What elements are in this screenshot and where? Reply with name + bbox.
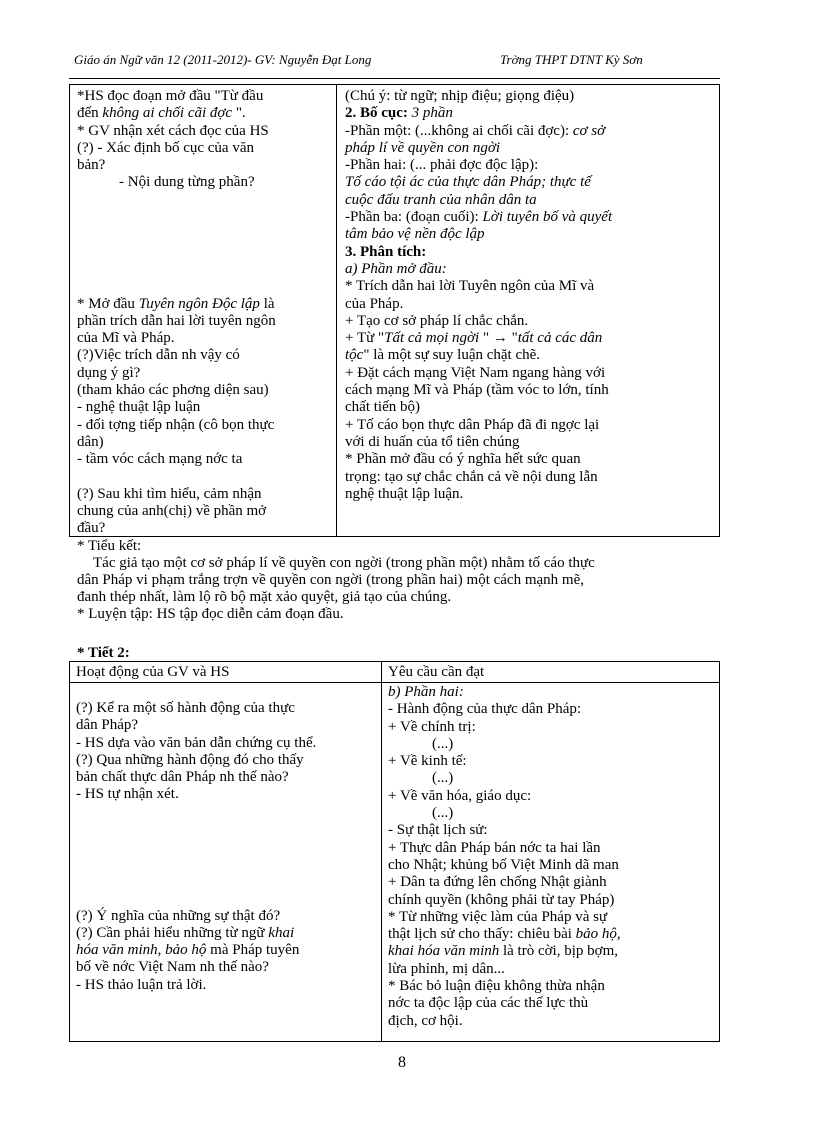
text-line: chính quyền (không phải từ tay Pháp) bbox=[388, 891, 615, 908]
text-line: dân Pháp? bbox=[76, 717, 139, 734]
subsection-heading: b) Phần hai: bbox=[388, 684, 464, 700]
text-line: * Từ những việc làm của Pháp và sự bbox=[388, 908, 608, 925]
text-line: nớc ta độc lập của các thế lực thù bbox=[388, 995, 589, 1012]
text-line: - HS tự nhận xét. bbox=[76, 786, 179, 803]
text-line: dân) bbox=[77, 433, 104, 450]
section-heading: 3. Phân tích: bbox=[345, 243, 427, 260]
column-divider bbox=[381, 662, 382, 1041]
text-line: - nghệ thuật lập luận bbox=[77, 399, 201, 416]
column-divider bbox=[336, 85, 337, 536]
table2-right-column bbox=[388, 684, 716, 1030]
text-line: * Bác bỏ luận điệu không thừa nhận bbox=[388, 978, 605, 995]
text-line: địch, cơ hội. bbox=[388, 1012, 463, 1029]
text-line: chất tiến bộ) bbox=[345, 399, 420, 416]
text-line: của Pháp. bbox=[345, 295, 404, 312]
section-heading: 2. Bố cục: 3 phần bbox=[345, 105, 453, 122]
table2-left-column bbox=[76, 700, 378, 994]
text-line: + Dân ta đứng lên chống Nhật giành bbox=[388, 874, 607, 891]
text-line: tâm bảo vệ nền độc lập bbox=[345, 226, 485, 243]
text-line: (?) Sau khi tìm hiểu, cảm nhận bbox=[77, 485, 262, 502]
text-line: *HS đọc đoạn mở đầu "Từ đầu bbox=[77, 88, 264, 104]
text-line: + Từ "Tất cả mọi ngời " → "tất cả các dân bbox=[345, 330, 603, 347]
text-line: + Về chính trị: bbox=[388, 718, 476, 735]
text-line: (Chú ý: từ ngữ; nhịp điệu; giọng điệu) bbox=[345, 88, 575, 104]
text-line: thật lịch sử cho thấy: chiêu bài bảo hộ, bbox=[388, 926, 621, 943]
text-line: pháp lí về quyền con ngời bbox=[345, 139, 501, 156]
text-line: đanh thép nhất, làm lộ rõ bộ mặt xảo quyệt, giả tạo của chúng. bbox=[77, 589, 452, 605]
text-line: bản chất thực dân Pháp nh thế nào? bbox=[76, 769, 289, 786]
text-line: + Tố cáo bọn thực dân Pháp đã đi ngợc lại bbox=[345, 416, 600, 433]
text-line: cách mạng Mĩ và Pháp (tầm vóc to lớn, tính bbox=[345, 382, 609, 399]
text-line: (?) - Xác định bố cục của văn bbox=[77, 139, 254, 156]
text-line: - Nội dung từng phần? bbox=[119, 174, 255, 191]
text-line: nghệ thuật lập luận. bbox=[345, 485, 464, 502]
text-line: (tham khảo các phơng diện sau) bbox=[77, 382, 269, 399]
text-line: của Mĩ và Pháp. bbox=[77, 330, 175, 347]
lesson-table-2 bbox=[69, 661, 720, 1042]
text-line: * Phần mở đầu có ý nghĩa hết sức quan bbox=[345, 451, 581, 468]
text-line: + Thực dân Pháp bán nớc ta hai lần bbox=[388, 839, 601, 856]
text-line: + Về kinh tế: bbox=[388, 753, 467, 770]
text-line: chung của anh(chị) về phần mở bbox=[77, 503, 267, 520]
text-line: đến không ai chối cãi đợc ". bbox=[77, 105, 246, 122]
summary-block bbox=[77, 538, 727, 623]
table1-right-column bbox=[345, 88, 717, 503]
text-line: Tác giả tạo một cơ sở pháp lí về quyền con ngời (trong phần một) nhằm tố cáo thực bbox=[93, 555, 595, 571]
header-rule bbox=[69, 78, 720, 79]
text-line: (...) bbox=[432, 805, 454, 822]
text-line: bố về nớc Việt Nam nh thế nào? bbox=[76, 959, 269, 976]
table1-left-column bbox=[77, 88, 333, 538]
lesson2-title: * Tiết 2: bbox=[77, 645, 130, 661]
text-line: + Về văn hóa, giáo dục: bbox=[388, 787, 532, 804]
table2-head-left: Hoạt động của GV và HS bbox=[76, 664, 230, 680]
text-line: - tầm vóc cách mạng nớc ta bbox=[77, 451, 243, 468]
text-line: - Sự thật lịch sử: bbox=[388, 822, 488, 839]
header-left: Giáo án Ngữ văn 12 (2011-2012)- GV: Nguyễn Đạt Long bbox=[74, 52, 372, 67]
text-line: (...) bbox=[432, 735, 454, 752]
table2-head-right: Yêu cầu cần đạt bbox=[388, 664, 485, 680]
text-line: cuộc đấu tranh của nhân dân ta bbox=[345, 191, 537, 208]
text-line: (?) Ý nghĩa của những sự thật đó? bbox=[76, 907, 281, 924]
text-line: -Phần ba: (đoạn cuối): Lời tuyên bố và quyết bbox=[345, 209, 613, 226]
text-line: (?) Qua những hành động đó cho thấy bbox=[76, 751, 304, 768]
italic-title: Tuyên ngôn Độc lập bbox=[138, 295, 260, 312]
text-line: (?) Kể ra một số hành động của thực bbox=[76, 700, 295, 716]
text-line: + Tạo cơ sở pháp lí chắc chắn. bbox=[345, 312, 529, 329]
text-line: Tố cáo tội ác của thực dân Pháp; thực tế bbox=[345, 174, 591, 191]
header-right: Trờng THPT DTNT Kỳ Sơn bbox=[500, 52, 643, 67]
text-line: * Mở đầu Tuyên ngôn Độc lập là bbox=[77, 295, 275, 312]
text-line: phần trích dẫn hai lời tuyên ngôn bbox=[77, 312, 276, 329]
text-line: - HS dựa vào văn bản dẫn chứng cụ thể. bbox=[76, 734, 317, 751]
text-line: cho Nhật; khủng bố Việt Minh dã man bbox=[388, 856, 619, 873]
text-line: với di huấn của tổ tiên chúng bbox=[345, 433, 520, 450]
text-line: (?)Việc trích dẫn nh vậy có bbox=[77, 347, 240, 364]
header-row-divider bbox=[70, 682, 719, 683]
text-line: (...) bbox=[432, 770, 454, 787]
text-line: -Phần một: (...không ai chối cãi đợc): cơ sở bbox=[345, 122, 606, 139]
text-line: + Đặt cách mạng Việt Nam ngang hàng với bbox=[345, 364, 606, 381]
text-line: đầu? bbox=[77, 520, 106, 537]
arrow-icon: → bbox=[492, 330, 508, 347]
text-line: hóa văn minh, bảo hộ mà Pháp tuyên bbox=[76, 942, 300, 959]
text-line: dụng ý gì? bbox=[77, 364, 141, 381]
text-line: khai hóa văn minh là trò cời, bịp bợm, bbox=[388, 943, 618, 960]
text-line: tộc" là một sự suy luận chặt chẽ. bbox=[345, 347, 541, 364]
lesson-table-1 bbox=[69, 84, 720, 537]
text-line: * GV nhận xét cách đọc của HS bbox=[77, 122, 269, 139]
text-line: - Hành động của thực dân Pháp: bbox=[388, 701, 582, 718]
text-line: - đối tợng tiếp nhận (cô bọn thực bbox=[77, 416, 275, 433]
italic-quote: không ai chối cãi đợc bbox=[102, 105, 233, 122]
page-header bbox=[74, 52, 750, 74]
text-line: - HS thảo luận trả lời. bbox=[76, 976, 207, 993]
practice-line: * Luyện tập: HS tập đọc diễn cảm đoạn đầu. bbox=[77, 606, 344, 622]
text-line: bản? bbox=[77, 157, 106, 174]
text-line: * Trích dẫn hai lời Tuyên ngôn của Mĩ và bbox=[345, 278, 595, 295]
summary-title: * Tiểu kết: bbox=[77, 538, 142, 554]
text-line: -Phần hai: (... phải đợc độc lập): bbox=[345, 157, 539, 174]
text-line: trọng: tạo sự chắc chắn cả về nội dung lẫn bbox=[345, 468, 598, 485]
text-line: lừa phỉnh, mị dân... bbox=[388, 960, 505, 977]
subsection-heading: a) Phần mở đầu: bbox=[345, 260, 447, 277]
text-line: dân Pháp vi phạm trắng trợn về quyền con ngời (trong phần hai) một cách mạnh mẽ, bbox=[77, 572, 584, 588]
text-line: (?) Cần phải hiểu những từ ngữ khai bbox=[76, 924, 295, 941]
page-number: 8 bbox=[398, 1054, 406, 1071]
